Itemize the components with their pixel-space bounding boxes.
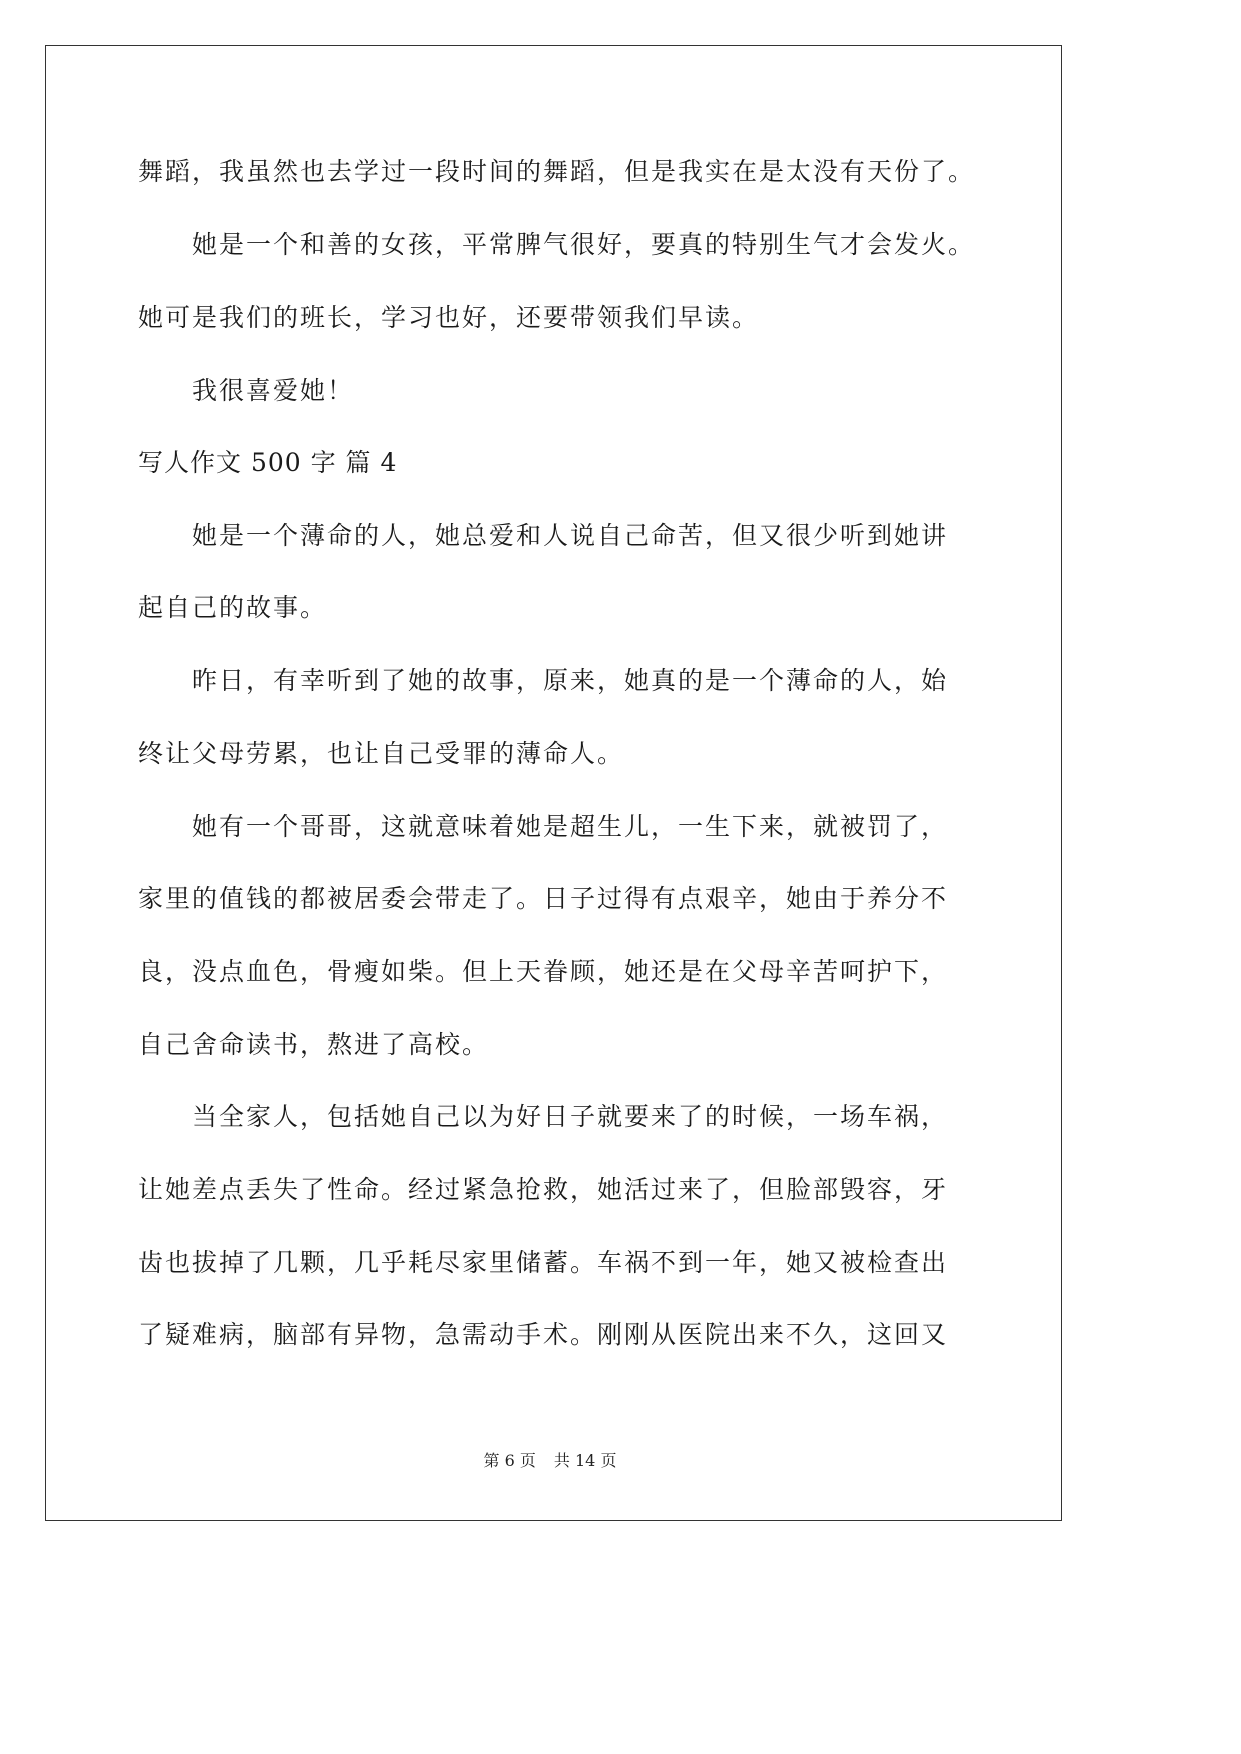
text-line: 让她差点丢失了性命。经过紧急抢救，她活过来了，但脸部毁容，牙 <box>138 1175 949 1204</box>
page-number-current: 第 6 页 <box>483 1451 536 1470</box>
text-line: 齿也拔掉了几颗，几乎耗尽家里储蓄。车祸不到一年，她又被检查出 <box>138 1248 949 1277</box>
text-line: 家里的值钱的都被居委会带走了。日子过得有点艰辛，她由于养分不 <box>138 884 949 913</box>
text-line: 当全家人，包括她自己以为好日子就要来了的时候，一场车祸， <box>192 1102 949 1131</box>
text-line: 她是一个和善的女孩，平常脾气很好，要真的特别生气才会发火。 <box>192 230 976 259</box>
text-line: 我很喜爱她！ <box>192 376 355 405</box>
text-line: 良，没点血色，骨瘦如柴。但上天眷顾，她还是在父母辛苦呵护下， <box>138 957 949 986</box>
section-heading: 写人作文 500 字 篇 4 <box>138 448 398 477</box>
page-border <box>45 45 1062 1521</box>
text-line: 她可是我们的班长，学习也好，还要带领我们早读。 <box>138 303 760 332</box>
text-line: 舞蹈，我虽然也去学过一段时间的舞蹈，但是我实在是太没有天份了。 <box>138 157 976 186</box>
text-line: 了疑难病，脑部有异物，急需动手术。刚刚从医院出来不久，这回又 <box>138 1320 949 1349</box>
text-line: 昨日，有幸听到了她的故事，原来，她真的是一个薄命的人，始 <box>192 666 949 695</box>
text-line: 起自己的故事。 <box>138 593 328 622</box>
page-number-total: 共 14 页 <box>553 1451 617 1470</box>
page-footer <box>0 1449 1100 1473</box>
text-line: 她是一个薄命的人，她总爱和人说自己命苦，但又很少听到她讲 <box>192 521 949 550</box>
text-line: 她有一个哥哥，这就意味着她是超生儿，一生下来，就被罚了， <box>192 812 949 841</box>
text-line: 终让父母劳累，也让自己受罪的薄命人。 <box>138 739 625 768</box>
text-line: 自己舍命读书，熬进了高校。 <box>138 1030 490 1059</box>
